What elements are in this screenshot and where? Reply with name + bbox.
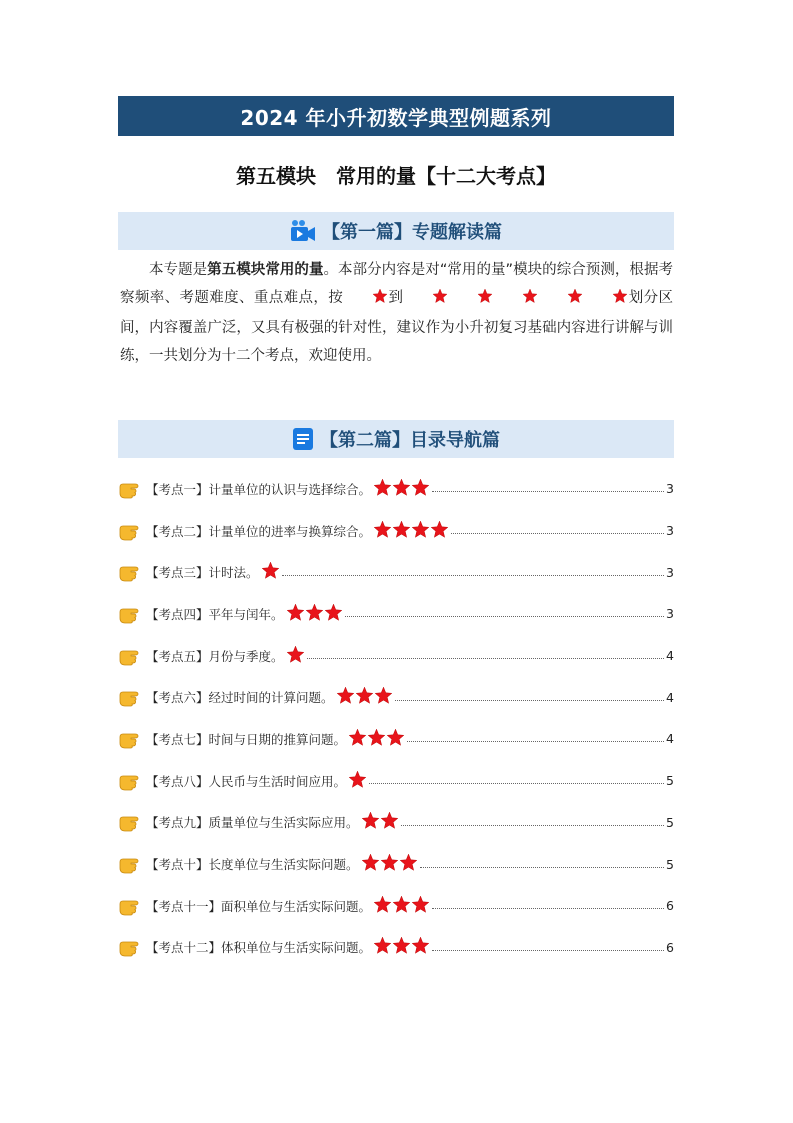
pointing-hand-icon xyxy=(118,604,144,624)
toc-entry-label: 【考点十一】面积单位与生活实际问题。 xyxy=(146,898,372,914)
toc-entry[interactable] xyxy=(118,593,674,635)
toc-page-number: 4 xyxy=(666,648,674,664)
star-icon xyxy=(380,853,399,875)
difficulty-stars xyxy=(348,770,367,792)
dot-leader xyxy=(369,783,664,784)
star-icon xyxy=(374,686,393,708)
intro-text: 到 xyxy=(388,290,404,306)
toc-entry[interactable] xyxy=(118,802,674,844)
star-icon xyxy=(411,895,430,917)
difficulty-stars xyxy=(286,603,343,625)
toc-entry-label: 【考点六】经过时间的计算问题。 xyxy=(146,690,334,706)
star-icon xyxy=(367,728,386,750)
star-icon xyxy=(448,286,493,314)
toc-entry-label: 【考点八】人民币与生活时间应用。 xyxy=(146,773,347,789)
star-icon xyxy=(411,936,430,958)
star-icon xyxy=(403,286,448,314)
intro-text: 本专题是 xyxy=(149,262,208,278)
star-icon xyxy=(361,853,380,875)
intro-module-name: 第五模块常用的量 xyxy=(207,262,324,278)
pointing-hand-icon xyxy=(118,646,144,666)
toc-entry[interactable] xyxy=(118,510,674,552)
toc-page-number: 3 xyxy=(666,564,674,580)
star-icon xyxy=(373,520,392,542)
star-icon xyxy=(361,811,380,833)
document-banner-title: 2024 年小升初数学典型例题系列 xyxy=(118,96,674,136)
table-of-contents xyxy=(118,468,674,968)
difficulty-stars xyxy=(361,811,399,833)
dot-leader xyxy=(432,491,664,492)
toc-page-number: 5 xyxy=(666,814,674,830)
section-header-interpretation xyxy=(118,212,674,250)
difficulty-stars xyxy=(373,520,449,542)
star-icon xyxy=(392,478,411,500)
star-icon xyxy=(336,686,355,708)
toc-entry[interactable] xyxy=(118,927,674,969)
difficulty-stars xyxy=(261,561,280,583)
dot-leader xyxy=(282,575,664,576)
section-title: 【第二篇】目录导航篇 xyxy=(320,430,500,451)
toc-page-number: 5 xyxy=(666,856,674,872)
star-icon xyxy=(373,895,392,917)
toc-page-number: 3 xyxy=(666,606,674,622)
dot-leader xyxy=(432,950,664,951)
star-icon xyxy=(392,895,411,917)
dot-leader xyxy=(345,616,664,617)
star-icon xyxy=(355,686,374,708)
star-icon xyxy=(348,770,367,792)
star-icon xyxy=(583,286,628,314)
toc-entry-label: 【考点二】计量单位的进率与换算综合。 xyxy=(146,523,372,539)
difficulty-stars xyxy=(336,686,393,708)
difficulty-stars xyxy=(361,853,418,875)
star-icon xyxy=(305,603,324,625)
star-icon xyxy=(538,286,583,314)
dot-leader xyxy=(432,908,664,909)
toc-entry[interactable] xyxy=(118,468,674,510)
toc-entry-label: 【考点十二】体积单位与生活实际问题。 xyxy=(146,940,372,956)
intro-paragraph xyxy=(120,256,673,370)
module-subtitle: 第五模块 常用的量【十二大考点】 xyxy=(236,164,556,188)
star-icon xyxy=(373,936,392,958)
star-icon xyxy=(411,478,430,500)
difficulty-stars xyxy=(373,895,430,917)
toc-entry-label: 【考点三】计时法。 xyxy=(146,565,259,581)
star-icon xyxy=(392,936,411,958)
star-rating-min xyxy=(343,290,388,306)
star-icon xyxy=(493,286,538,314)
pointing-hand-icon xyxy=(118,812,144,832)
toc-entry-label: 【考点七】时间与日期的推算问题。 xyxy=(146,731,347,747)
star-icon xyxy=(430,520,449,542)
toc-entry-label: 【考点四】平年与闰年。 xyxy=(146,606,284,622)
pointing-hand-icon xyxy=(118,562,144,582)
difficulty-stars xyxy=(373,936,430,958)
toc-entry-label: 【考点一】计量单位的认识与选择综合。 xyxy=(146,481,372,497)
toc-entry-label: 【考点十】长度单位与生活实际问题。 xyxy=(146,857,359,873)
pointing-hand-icon xyxy=(118,687,144,707)
intro-text: 划分区间，内容覆盖广泛，又具有极强的针对性，建议作为小升初复习基础内容进行讲解与训练，一共划分为十二个考点，欢迎使用。 xyxy=(120,290,673,364)
star-icon xyxy=(286,603,305,625)
star-icon xyxy=(392,520,411,542)
pointing-hand-icon xyxy=(118,771,144,791)
star-icon xyxy=(348,728,367,750)
pointing-hand-icon xyxy=(118,521,144,541)
toc-entry[interactable] xyxy=(118,718,674,760)
toc-entry[interactable] xyxy=(118,551,674,593)
star-rating-max xyxy=(403,290,628,306)
toc-entry[interactable] xyxy=(118,843,674,885)
section-header-toc xyxy=(118,420,674,458)
pointing-hand-icon xyxy=(118,479,144,499)
toc-entry-label: 【考点九】质量单位与生活实际应用。 xyxy=(146,815,359,831)
difficulty-stars xyxy=(286,645,305,667)
star-icon xyxy=(261,561,280,583)
dot-leader xyxy=(407,741,664,742)
star-icon xyxy=(399,853,418,875)
star-icon xyxy=(411,520,430,542)
video-camera-icon xyxy=(290,219,316,243)
toc-page-number: 6 xyxy=(666,898,674,914)
dot-leader xyxy=(307,658,664,659)
toc-page-number: 4 xyxy=(666,689,674,705)
toc-entry[interactable] xyxy=(118,676,674,718)
document-icon xyxy=(292,427,314,451)
intro-text: 。本部分内容是对“常用的量”模块的综合预测，根据考察频率、考题难度、重点难点，按 xyxy=(120,262,674,306)
star-icon xyxy=(373,478,392,500)
toc-entry[interactable] xyxy=(118,760,674,802)
difficulty-stars xyxy=(348,728,405,750)
toc-page-number: 3 xyxy=(666,481,674,497)
star-icon xyxy=(324,603,343,625)
dot-leader xyxy=(395,700,664,701)
difficulty-stars xyxy=(373,478,430,500)
pointing-hand-icon xyxy=(118,854,144,874)
toc-page-number: 5 xyxy=(666,773,674,789)
dot-leader xyxy=(420,867,664,868)
pointing-hand-icon xyxy=(118,896,144,916)
toc-page-number: 3 xyxy=(666,523,674,539)
pointing-hand-icon xyxy=(118,729,144,749)
toc-entry-label: 【考点五】月份与季度。 xyxy=(146,648,284,664)
pointing-hand-icon xyxy=(118,937,144,957)
star-icon xyxy=(380,811,399,833)
dot-leader xyxy=(401,825,664,826)
section-title: 【第一篇】专题解读篇 xyxy=(322,222,502,243)
toc-entry[interactable] xyxy=(118,885,674,927)
toc-page-number: 4 xyxy=(666,731,674,747)
toc-entry[interactable] xyxy=(118,635,674,677)
toc-page-number: 6 xyxy=(666,939,674,955)
star-icon xyxy=(343,286,388,314)
star-icon xyxy=(386,728,405,750)
dot-leader xyxy=(451,533,664,534)
star-icon xyxy=(286,645,305,667)
